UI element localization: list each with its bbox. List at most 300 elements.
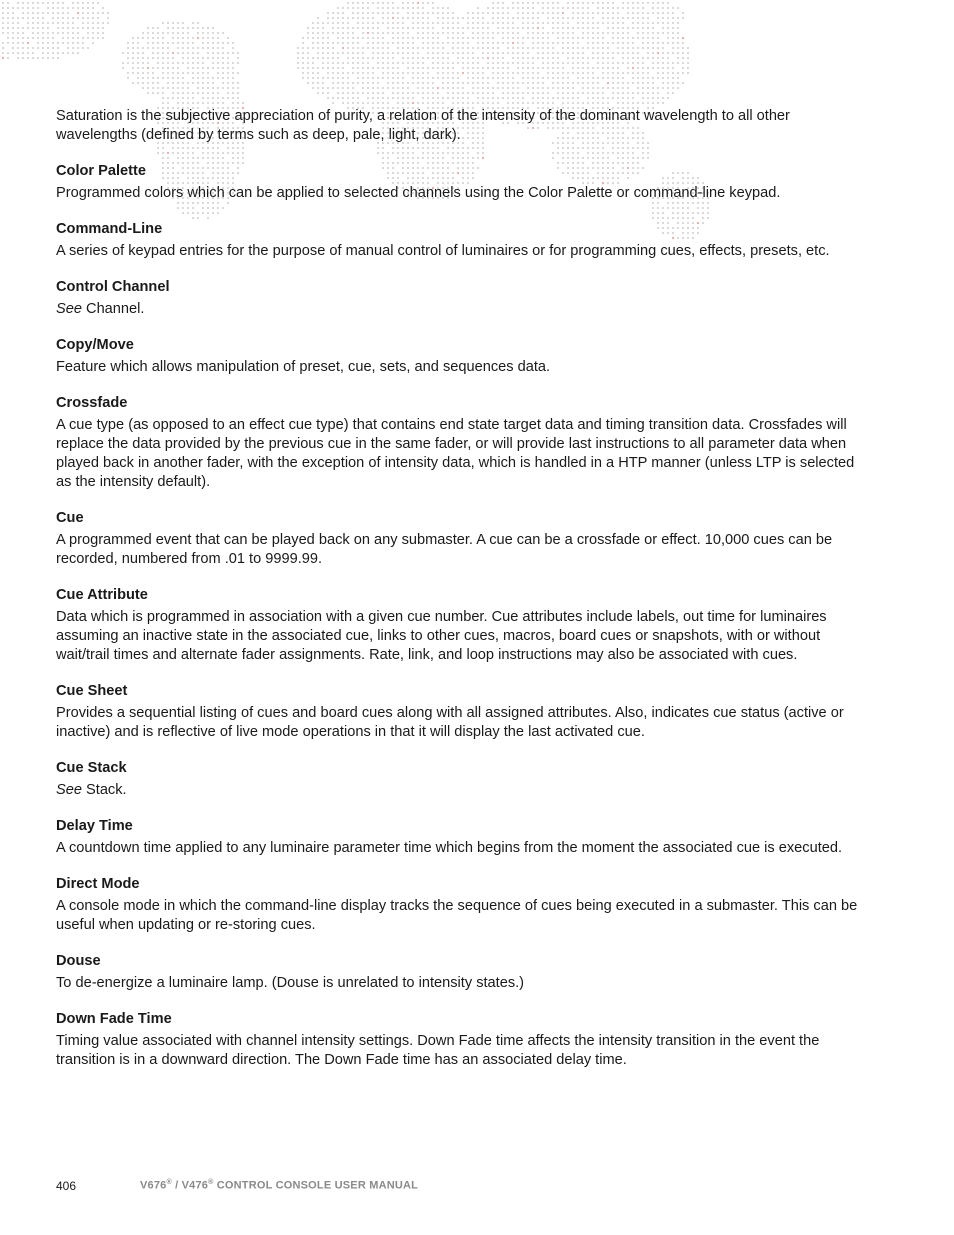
map-dot <box>422 62 424 64</box>
map-dot <box>167 82 169 84</box>
map-dot <box>382 32 384 34</box>
term-heading: Down Fade Time <box>56 1011 172 1027</box>
map-dot <box>417 82 419 84</box>
map-dot <box>502 52 504 54</box>
map-dot <box>557 62 559 64</box>
map-dot <box>387 22 389 24</box>
map-dot <box>447 67 449 69</box>
map-dot <box>452 62 454 64</box>
map-dot <box>627 97 629 99</box>
map-dot <box>567 17 569 19</box>
map-dot <box>662 42 664 44</box>
map-dot <box>332 52 334 54</box>
map-dot <box>382 12 384 14</box>
map-dot <box>382 57 384 59</box>
map-dot <box>37 37 39 39</box>
map-dot <box>472 72 474 74</box>
map-dot <box>427 57 429 59</box>
map-dot <box>532 2 534 4</box>
map-dot <box>562 97 564 99</box>
map-dot <box>392 77 394 79</box>
map-dot <box>322 52 324 54</box>
map-dot <box>187 92 189 94</box>
map-dot <box>637 32 639 34</box>
map-dot <box>297 57 299 59</box>
map-dot <box>402 22 404 24</box>
map-dot <box>527 12 529 14</box>
map-dot <box>667 72 669 74</box>
map-dot <box>507 17 509 19</box>
map-dot <box>232 42 234 44</box>
map-dot <box>347 72 349 74</box>
map-dot <box>47 22 49 24</box>
map-dot <box>537 32 539 34</box>
map-dot <box>162 72 164 74</box>
map-dot <box>447 72 449 74</box>
map-dot <box>512 82 514 84</box>
map-dot <box>167 32 169 34</box>
map-dot <box>582 82 584 84</box>
map-dot <box>652 27 654 29</box>
map-dot <box>447 97 449 99</box>
map-dot <box>192 97 194 99</box>
map-dot <box>422 67 424 69</box>
map-dot <box>617 32 619 34</box>
map-dot <box>237 72 239 74</box>
map-dot <box>662 32 664 34</box>
map-dot <box>642 12 644 14</box>
map-dot <box>522 77 524 79</box>
map-dot <box>347 92 349 94</box>
map-dot <box>317 17 319 19</box>
map-dot <box>212 47 214 49</box>
map-dot <box>367 2 369 4</box>
map-dot <box>667 12 669 14</box>
map-dot <box>527 82 529 84</box>
map-dot <box>602 12 604 14</box>
map-dot <box>507 97 509 99</box>
map-dot <box>212 42 214 44</box>
map-dot <box>337 97 339 99</box>
map-dot <box>427 97 429 99</box>
map-dot <box>332 17 334 19</box>
map-dot <box>157 57 159 59</box>
map-dot <box>567 82 569 84</box>
map-dot <box>342 102 344 104</box>
map-dot <box>387 57 389 59</box>
map-dot <box>442 67 444 69</box>
map-dot <box>467 62 469 64</box>
map-dot <box>332 82 334 84</box>
map-dot <box>342 47 344 49</box>
map-dot <box>432 42 434 44</box>
map-dot <box>312 42 314 44</box>
map-dot <box>512 32 514 34</box>
term-definition: Provides a sequential listing of cues and board cues along with all assigned attributes. Also, indicates cue status (active or inactive) and is reflective of live mode operations in that it will display the last activated cue. <box>56 705 844 740</box>
map-dot <box>202 102 204 104</box>
map-dot <box>492 102 494 104</box>
map-dot <box>462 67 464 69</box>
map-dot <box>372 37 374 39</box>
map-dot <box>207 82 209 84</box>
map-dot <box>457 102 459 104</box>
map-dot <box>482 22 484 24</box>
map-dot <box>77 12 79 14</box>
map-dot <box>197 87 199 89</box>
map-dot <box>202 42 204 44</box>
map-dot <box>592 32 594 34</box>
map-dot <box>337 52 339 54</box>
map-dot <box>452 27 454 29</box>
map-dot <box>507 47 509 49</box>
map-dot <box>157 82 159 84</box>
map-dot <box>452 32 454 34</box>
map-dot <box>492 22 494 24</box>
map-dot <box>157 52 159 54</box>
see-target-link[interactable]: Channel <box>86 301 141 317</box>
map-dot <box>557 42 559 44</box>
map-dot <box>207 47 209 49</box>
map-dot <box>172 92 174 94</box>
map-dot <box>27 42 29 44</box>
map-dot <box>397 52 399 54</box>
map-dot <box>22 2 24 4</box>
map-dot <box>467 42 469 44</box>
map-dot <box>387 82 389 84</box>
map-dot <box>147 72 149 74</box>
map-dot <box>97 37 99 39</box>
map-dot <box>372 17 374 19</box>
map-dot <box>92 32 94 34</box>
glossary-entry-color-palette <box>56 162 871 203</box>
map-dot <box>17 52 19 54</box>
map-dot <box>392 87 394 89</box>
map-dot <box>417 12 419 14</box>
map-dot <box>542 2 544 4</box>
map-dot <box>352 82 354 84</box>
map-dot <box>657 12 659 14</box>
map-dot <box>392 67 394 69</box>
map-dot <box>67 22 69 24</box>
map-dot <box>577 82 579 84</box>
map-dot <box>642 102 644 104</box>
map-dot <box>637 47 639 49</box>
map-dot <box>672 52 674 54</box>
map-dot <box>532 92 534 94</box>
map-dot <box>337 12 339 14</box>
map-dot <box>492 32 494 34</box>
map-dot <box>587 12 589 14</box>
map-dot <box>387 97 389 99</box>
map-dot <box>172 82 174 84</box>
map-dot <box>147 62 149 64</box>
map-dot <box>342 42 344 44</box>
map-dot <box>437 22 439 24</box>
map-dot <box>347 37 349 39</box>
map-dot <box>597 67 599 69</box>
map-dot <box>352 62 354 64</box>
map-dot <box>562 22 564 24</box>
map-dot <box>212 62 214 64</box>
map-dot <box>212 37 214 39</box>
map-dot <box>77 37 79 39</box>
map-dot <box>347 7 349 9</box>
map-dot <box>412 92 414 94</box>
map-dot <box>422 77 424 79</box>
map-dot <box>592 42 594 44</box>
map-dot <box>407 12 409 14</box>
map-dot <box>52 42 54 44</box>
map-dot <box>532 37 534 39</box>
map-dot <box>532 12 534 14</box>
map-dot <box>237 52 239 54</box>
map-dot <box>87 22 89 24</box>
map-dot <box>177 102 179 104</box>
map-dot <box>222 42 224 44</box>
map-dot <box>567 47 569 49</box>
map-dot <box>467 52 469 54</box>
map-dot <box>67 52 69 54</box>
map-dot <box>547 97 549 99</box>
map-dot <box>382 22 384 24</box>
map-dot <box>547 67 549 69</box>
map-dot <box>432 52 434 54</box>
map-dot <box>402 77 404 79</box>
map-dot <box>482 82 484 84</box>
map-dot <box>472 102 474 104</box>
map-dot <box>17 57 19 59</box>
map-dot <box>7 27 9 29</box>
map-dot <box>302 67 304 69</box>
map-dot <box>457 37 459 39</box>
map-dot <box>147 27 149 29</box>
map-dot <box>487 27 489 29</box>
map-dot <box>227 67 229 69</box>
map-dot <box>332 97 334 99</box>
map-dot <box>417 72 419 74</box>
map-dot <box>167 52 169 54</box>
map-dot <box>682 17 684 19</box>
map-dot <box>512 17 514 19</box>
map-dot <box>652 57 654 59</box>
map-dot <box>77 32 79 34</box>
map-dot <box>442 62 444 64</box>
map-dot <box>437 77 439 79</box>
map-dot <box>407 32 409 34</box>
map-dot <box>122 62 124 64</box>
map-dot <box>442 22 444 24</box>
map-dot <box>667 7 669 9</box>
map-dot <box>607 42 609 44</box>
map-dot <box>332 77 334 79</box>
map-dot <box>402 47 404 49</box>
map-dot <box>422 12 424 14</box>
map-dot <box>432 92 434 94</box>
map-dot <box>582 52 584 54</box>
registered-mark: ® <box>166 1179 172 1186</box>
map-dot <box>597 57 599 59</box>
map-dot <box>562 42 564 44</box>
map-dot <box>437 37 439 39</box>
map-dot <box>32 7 34 9</box>
map-dot <box>607 7 609 9</box>
map-dot <box>577 27 579 29</box>
map-dot <box>327 52 329 54</box>
map-dot <box>627 72 629 74</box>
map-dot <box>362 27 364 29</box>
map-dot <box>312 87 314 89</box>
map-dot <box>337 62 339 64</box>
map-dot <box>147 77 149 79</box>
map-dot <box>472 22 474 24</box>
map-dot <box>492 62 494 64</box>
map-dot <box>212 27 214 29</box>
map-dot <box>577 47 579 49</box>
map-dot <box>382 37 384 39</box>
map-dot <box>682 72 684 74</box>
map-dot <box>157 32 159 34</box>
map-dot <box>7 17 9 19</box>
map-dot <box>362 12 364 14</box>
map-dot <box>67 42 69 44</box>
map-dot <box>612 72 614 74</box>
term-definition: A series of keypad entries for the purpose of manual control of luminaires or for programming cues, effects, presets, etc. <box>56 243 830 259</box>
map-dot <box>142 47 144 49</box>
map-dot <box>132 72 134 74</box>
map-dot <box>297 67 299 69</box>
map-dot <box>2 12 4 14</box>
map-dot <box>67 17 69 19</box>
map-dot <box>37 32 39 34</box>
map-dot <box>667 22 669 24</box>
map-dot <box>332 62 334 64</box>
map-dot <box>127 77 129 79</box>
map-dot <box>22 42 24 44</box>
map-dot <box>517 67 519 69</box>
map-dot <box>172 42 174 44</box>
map-dot <box>477 82 479 84</box>
map-dot <box>222 47 224 49</box>
map-dot <box>407 47 409 49</box>
map-dot <box>657 47 659 49</box>
map-dot <box>312 77 314 79</box>
map-dot <box>432 22 434 24</box>
map-dot <box>632 67 634 69</box>
map-dot <box>182 87 184 89</box>
map-dot <box>422 27 424 29</box>
map-dot <box>517 42 519 44</box>
map-dot <box>17 27 19 29</box>
map-dot <box>27 27 29 29</box>
map-dot <box>452 12 454 14</box>
glossary-entry-delay-time <box>56 817 871 858</box>
map-dot <box>647 37 649 39</box>
map-dot <box>472 87 474 89</box>
map-dot <box>447 87 449 89</box>
map-dot <box>662 97 664 99</box>
map-dot <box>557 87 559 89</box>
map-dot <box>372 22 374 24</box>
map-dot <box>532 27 534 29</box>
map-dot <box>397 27 399 29</box>
map-dot <box>177 87 179 89</box>
map-dot <box>592 37 594 39</box>
glossary-entry-cue <box>56 509 871 569</box>
map-dot <box>327 87 329 89</box>
map-dot <box>432 102 434 104</box>
map-dot <box>172 62 174 64</box>
map-dot <box>57 57 59 59</box>
map-dot <box>92 27 94 29</box>
map-dot <box>617 12 619 14</box>
map-dot <box>487 97 489 99</box>
map-dot <box>652 7 654 9</box>
map-dot <box>137 57 139 59</box>
map-dot <box>432 12 434 14</box>
map-dot <box>82 27 84 29</box>
map-dot <box>662 7 664 9</box>
map-dot <box>442 57 444 59</box>
map-dot <box>557 92 559 94</box>
map-dot <box>362 47 364 49</box>
map-dot <box>222 97 224 99</box>
map-dot <box>367 27 369 29</box>
map-dot <box>677 52 679 54</box>
map-dot <box>197 102 199 104</box>
map-dot <box>17 37 19 39</box>
map-dot <box>387 17 389 19</box>
map-dot <box>522 52 524 54</box>
map-dot <box>517 62 519 64</box>
map-dot <box>612 62 614 64</box>
map-dot <box>537 87 539 89</box>
map-dot <box>232 102 234 104</box>
map-dot <box>372 82 374 84</box>
map-dot <box>657 32 659 34</box>
map-dot <box>72 22 74 24</box>
map-dot <box>102 27 104 29</box>
map-dot <box>47 12 49 14</box>
map-dot <box>507 72 509 74</box>
map-dot <box>217 92 219 94</box>
map-dot <box>637 72 639 74</box>
map-dot <box>612 7 614 9</box>
map-dot <box>67 47 69 49</box>
map-dot <box>62 2 64 4</box>
map-dot <box>522 82 524 84</box>
map-dot <box>217 77 219 79</box>
map-dot <box>337 82 339 84</box>
map-dot <box>567 77 569 79</box>
map-dot <box>592 47 594 49</box>
map-dot <box>357 102 359 104</box>
map-dot <box>572 82 574 84</box>
map-dot <box>637 67 639 69</box>
manual-title-model-b: / V476 <box>171 1179 209 1192</box>
map-dot <box>587 82 589 84</box>
map-dot <box>592 82 594 84</box>
see-target-link[interactable]: Stack <box>86 782 123 798</box>
map-dot <box>347 52 349 54</box>
map-dot <box>102 22 104 24</box>
map-dot <box>587 57 589 59</box>
map-dot <box>542 82 544 84</box>
map-dot <box>392 57 394 59</box>
map-dot <box>652 12 654 14</box>
map-dot <box>352 87 354 89</box>
map-dot <box>7 12 9 14</box>
map-dot <box>562 12 564 14</box>
